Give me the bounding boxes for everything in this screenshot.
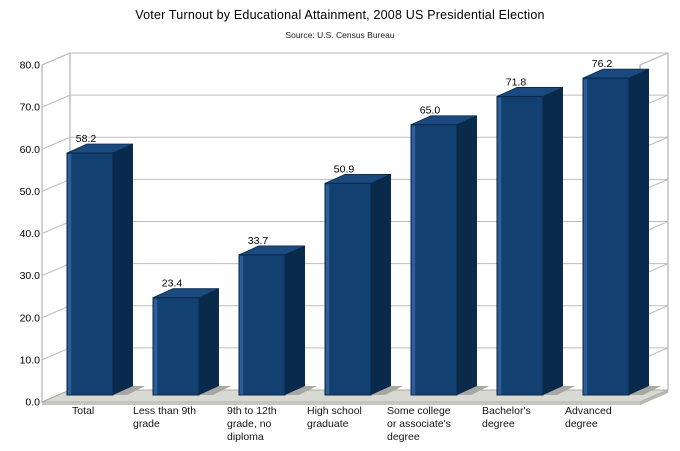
x-category-label: Some college (387, 405, 451, 417)
bar-highlight (240, 256, 244, 395)
x-category-label: Total (72, 405, 95, 417)
bar-value-label: 76.2 (591, 58, 613, 71)
y-tick-label: 20.0 (19, 312, 40, 325)
x-category-label: graduate (307, 418, 349, 430)
bar-value-label: 50.9 (333, 163, 355, 176)
y-tick-label: 60.0 (19, 143, 40, 156)
bar-value-label: 65.0 (419, 104, 441, 117)
bar-value-label: 58.2 (75, 133, 97, 146)
bar-side-face (629, 69, 649, 395)
y-tick-label: 40.0 (19, 228, 40, 240)
bar-side-face (371, 174, 391, 395)
chart-subtitle: Source: U.S. Census Bureau (285, 30, 395, 40)
bar-front-face (411, 125, 457, 395)
bar-side-face (285, 246, 305, 395)
bar-side-face (457, 116, 477, 395)
x-category-label: High school (307, 405, 362, 417)
bar-front-face (325, 183, 371, 395)
bar-highlight (68, 154, 72, 394)
x-category-label: 9th to 12th (227, 405, 277, 417)
x-category-label: degree (387, 431, 420, 443)
x-category-label: or associate's (387, 418, 451, 430)
x-category-label: grade, no (227, 418, 272, 430)
bar-front-face (497, 96, 543, 395)
bar-front-face (67, 153, 113, 395)
x-category-label: grade (133, 418, 160, 430)
y-tick-label: 50.0 (19, 185, 40, 198)
x-category-label: Advanced (565, 405, 612, 417)
x-category-label: degree (482, 418, 515, 430)
bar-side-face (543, 87, 563, 395)
bar-highlight (326, 184, 330, 394)
y-tick-label: 80.0 (19, 59, 40, 72)
bar-value-label: 23.4 (161, 277, 183, 290)
y-tick-label: 0.0 (25, 396, 40, 409)
x-category-label: diploma (227, 431, 264, 443)
bar-value-label: 33.7 (247, 234, 269, 247)
bar-front-face (239, 255, 285, 395)
bar-side-face (113, 144, 133, 395)
y-tick-label: 70.0 (19, 101, 40, 114)
x-category-label: degree (565, 418, 598, 430)
y-tick-label: 30.0 (19, 270, 40, 283)
bar-highlight (498, 97, 502, 394)
bar-value-label: 71.8 (505, 76, 527, 89)
x-category-label: Bachelor's (482, 405, 531, 417)
bar-front-face (153, 298, 199, 395)
bar-side-face (199, 289, 219, 395)
y-tick-label: 10.0 (19, 354, 40, 367)
bar-front-face (583, 78, 629, 395)
bar-highlight (412, 126, 416, 395)
x-category-label: Less than 9th (133, 405, 197, 417)
bar-highlight (154, 299, 158, 395)
bar-highlight (584, 79, 588, 394)
chart-title: Voter Turnout by Educational Attainment, 2008 US Presidential Election (135, 8, 545, 22)
